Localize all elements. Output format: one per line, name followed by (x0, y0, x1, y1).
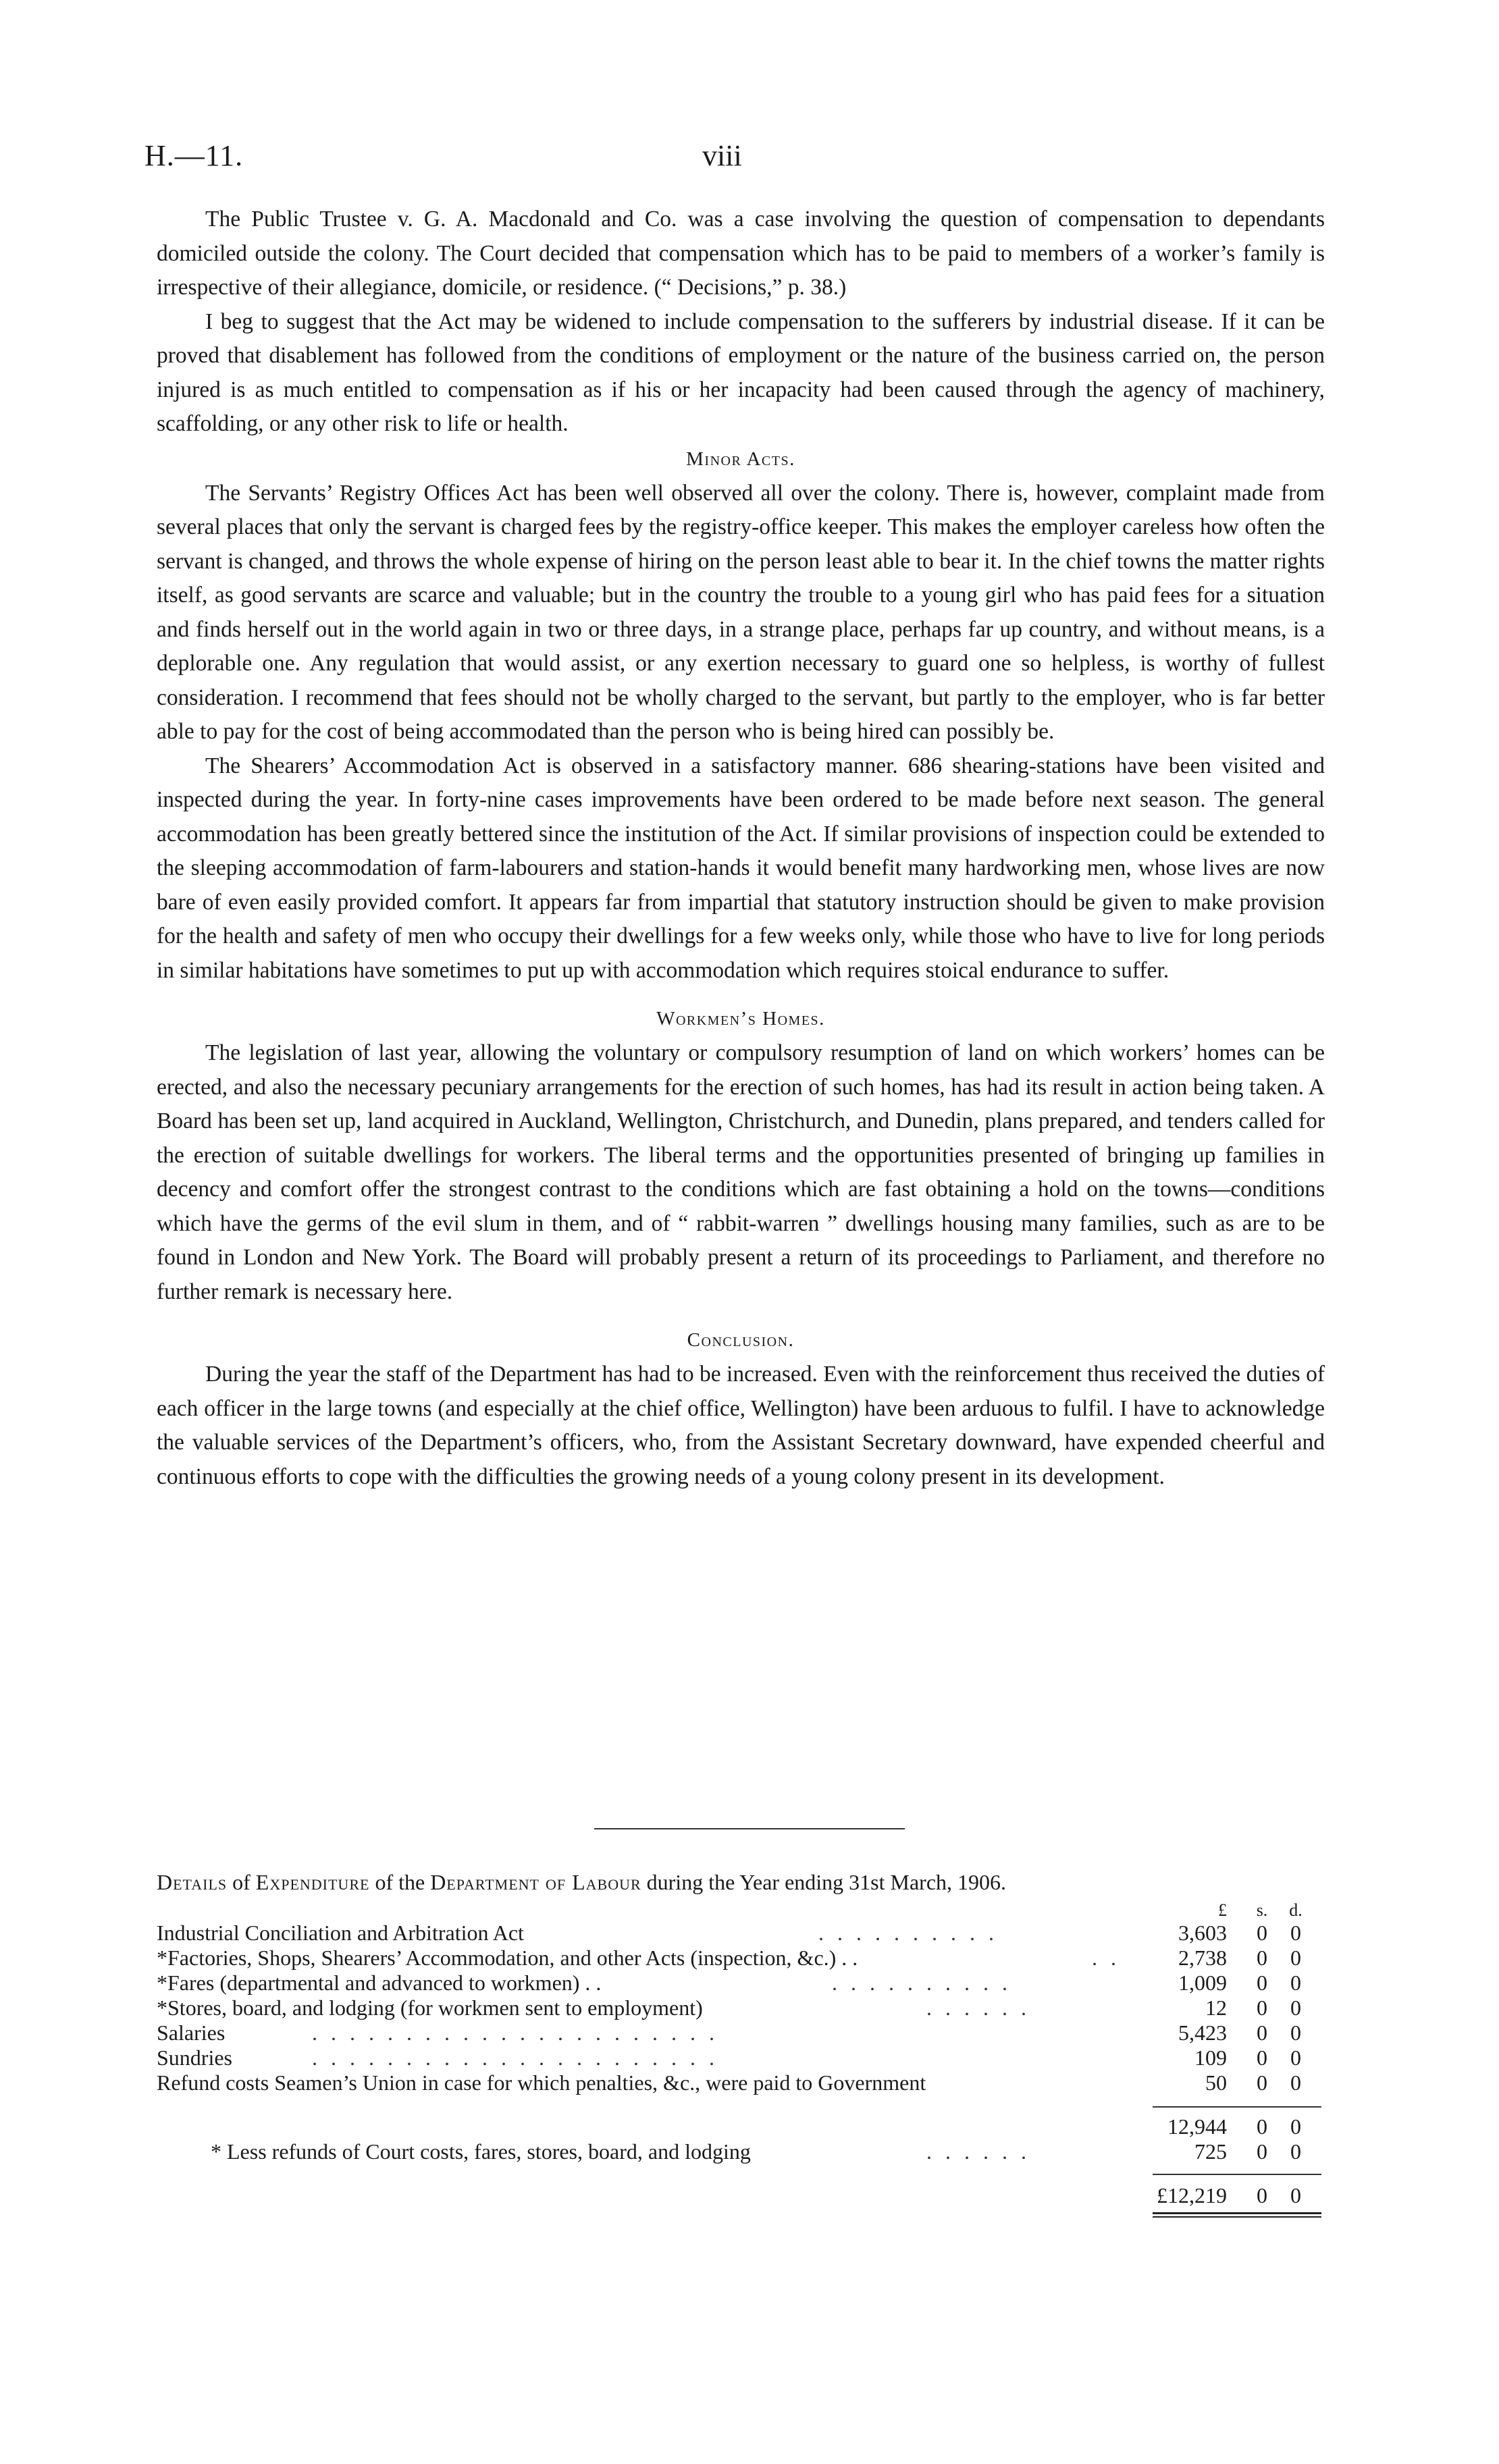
total-row: £12,219 0 0 (1157, 2183, 1301, 2207)
dot-leader: . . . . . . . . . . (818, 1921, 998, 1945)
paragraph-conclusion: During the year the staff of the Department has had to be increased. Even with the reinforcement thus received the duties of each officer in the large towns (and especially at the chief office, Wellington) have been arduous to fulfil. I have to acknowledge the valuable services of the Department’s officers, who, from the Assistant Secretary downward, have expended cheerful and continuous efforts to cope with the difficulties the growing needs of a young colony present in its development. (157, 1362, 1325, 1489)
page-number: viii (702, 139, 742, 172)
pence-unit: d. (1289, 1900, 1303, 1920)
subtotal-row: 12,944 0 0 (1167, 2114, 1301, 2139)
dot-leader: . . . . . . . . . . (832, 1971, 1011, 1995)
dot-leader: . . (1092, 1946, 1120, 1970)
total-rule-wrap (157, 2164, 1332, 2183)
table-row: Salaries . . . . . . . . . . . . . . . . . . . . . . 5,423 0 0 (157, 2020, 1301, 2045)
currency-units-row (157, 1900, 1332, 1921)
double-rule-wrap (157, 2208, 1332, 2222)
total-top-rule (1153, 2174, 1321, 2175)
subtotal-rule (1153, 2106, 1321, 2108)
dot-leader: . . . . . . . . . . . . . . . . . . . . . . (312, 2045, 718, 2070)
dot-leader: . . . . . . . . . . . . . . . . . . . . . . (312, 2020, 718, 2045)
table-row: *Factories, Shops, Shearers’ Accommodation, and other Acts (inspection, &c.) . . . . 2,738 0 0 (157, 1946, 1301, 1970)
paragraph-shearers-accommodation: The Shearers’ Accommodation Act is observed in a satisfactory manner. 686 shearing-stations have been visited and inspected during the year. In forty-nine cases improvements have been ordered to be made before next season. The general accommodation has been greatly bettered since the institution of the Act. If similar provisions of inspection could be extended to the sleeping accommodation of farm-labourers and station-hands it would benefit many hardworking men, whose lives are now bare of even easily provided comfort. It appears far from impartial that statutory instruction should be given to make provision for the health and safety of men who occupy their dwellings for a few weeks only, while those who have to live for long periods in similar habitations have sometimes to put up with accommodation which requires stoical endurance to suffer. (157, 753, 1325, 983)
body-text (157, 203, 1325, 1494)
dot-leader: . . . . . . (926, 1996, 1030, 2020)
section-divider (594, 1828, 905, 1829)
table-row: *Fares (departmental and advanced to workmen) . . . . . . . . . . . . 1,009 0 0 (157, 1971, 1301, 1995)
total-double-rule-lower (1153, 2216, 1321, 2218)
document-reference: H.—11. (144, 139, 244, 172)
paragraph-industrial-disease: I beg to suggest that the Act may be widened to include compensation to the sufferers by industrial disease. If it can be proved that disablement has followed from the conditions of employment or the nature of the business carried on, the person injured is as much entitled to compensation as if his or her incapacity had been caused through the agency of machinery, scaffolding, or any other risk to life or health. (157, 309, 1325, 436)
heading-minor-acts: Minor Acts. (686, 448, 795, 470)
heading-conclusion: Conclusion. (687, 1329, 795, 1351)
expenditure-title: Details of Expenditure of the Department of Labour during the Year ending 31st March, 1906. (157, 1870, 1007, 1894)
table-row: *Stores, board, and lodging (for workmen sent to employment) . . . . . . 12 0 0 (157, 1996, 1301, 2020)
dot-leader: . . . . . . (926, 2139, 1030, 2164)
paragraph-servants-registry: The Servants’ Registry Offices Act has been well observed all over the colony. There is, however, complaint made from several places that only the servant is charged fees by the registry-office keeper. This makes the employer careless how often the servant is changed, and throws the whole expense of hiring on the person least able to bear it. In the chief towns the matter rights itself, as good servants are scarce and valuable; but in the country the trouble to a young girl who has paid fees for a situation and finds herself out in the world again in two or three days, in a strange place, perhaps far up country, and without means, is a deplorable one. Any regulation that would assist, or any exertion necessary to guard one so helpless, is worthy of fullest consideration. I recommend that fees should not be wholly charged to the servant, but partly to the employer, who is far better able to pay for the cost of being accommodated than the person who is being hired can possibly be. (157, 480, 1325, 744)
refunds-row: * Less refunds of Court costs, fares, stores, board, and lodging . . . . . . 725 0 0 (211, 2139, 1301, 2164)
pounds-unit: £ (1218, 1900, 1227, 1920)
table-row: Industrial Conciliation and Arbitration Act . . . . . . . . . . 3,603 0 0 (157, 1921, 1301, 1945)
table-row: Refund costs Seamen’s Union in case for which penalties, &c., were paid to Government 50 0 0 (157, 2070, 1301, 2095)
table-row: Sundries . . . . . . . . . . . . . . . . . . . . . . 109 0 0 (157, 2045, 1301, 2070)
expenditure-table (157, 1900, 1332, 2222)
paragraph-workmens-homes: The legislation of last year, allowing the voluntary or compulsory resumption of land on which workers’ homes can be erected, and also the necessary pecuniary arrangements for the erection of such homes, has had its result in action being taken. A Board has been set up, land acquired in Auckland, Wellington, Christchurch, and Dunedin, plans prepared, and tenders called for the erection of suitable dwellings for workers. The liberal terms and the opportunities presented of bringing up families in decency and comfort offer the strongest contrast to the conditions which are fast obtaining a hold on the towns—conditions which have the germs of the evil slum in them, and of “ rabbit-warren ” dwellings housing many families, such as are to be found in London and New York. The Board will probably present a return of its proceedings to Parliament, and therefore no further remark is necessary here. (157, 1040, 1325, 1304)
total-double-rule-upper (1153, 2212, 1321, 2214)
paragraph-public-trustee: The Public Trustee v. G. A. Macdonald and Co. was a case involving the question of compensation to dependants domiciled outside the colony. The Court decided that compensation which has to be paid to members of a worker’s family is irrespective of their allegiance, domicile, or residence. (“ Decisions,” p. 38.) (157, 207, 1325, 300)
heading-workmens-homes: Workmen’s Homes. (656, 1008, 825, 1029)
shillings-unit: s. (1256, 1900, 1268, 1920)
subtotal-rule-wrap (157, 2095, 1332, 2114)
